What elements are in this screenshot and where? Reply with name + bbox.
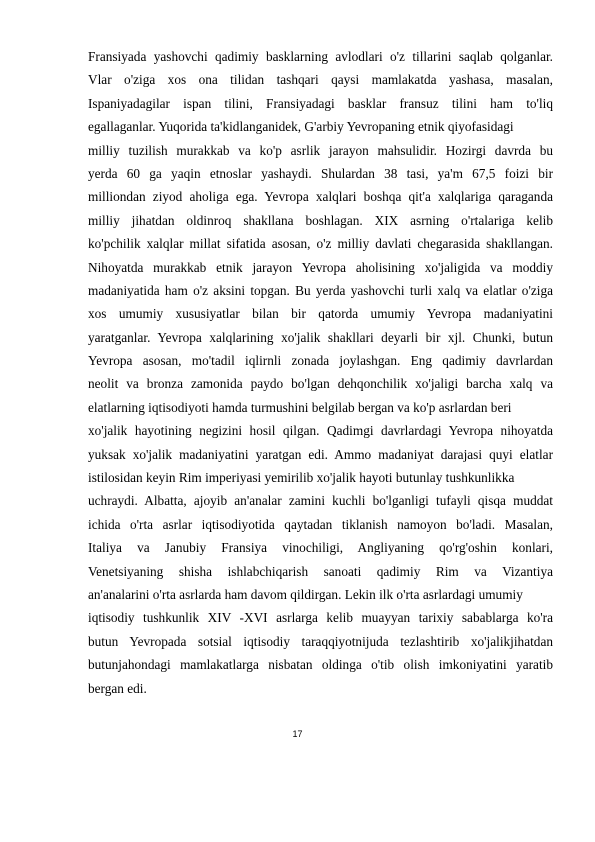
text-line: xo'jalik hayotining negizini hosil qilgan. Qadimgi davrlardagi Yevropa nihoyatda bbox=[88, 423, 553, 439]
text-line: neolit va bronza zamonida paydo bo'lgan dehqonchilik xo'jaligi barcha xalq va bbox=[88, 376, 553, 392]
text-line: elatlarning iqtisodiyoti hamda turmushini belgilab bergan va ko'p asrlardan beri bbox=[88, 399, 512, 415]
body-text bbox=[88, 45, 553, 700]
text-line: butunjahondagi mamlakatlarga nisbatan oldinga o'tib olish imkoniyatini yaratib bbox=[88, 657, 553, 673]
text-line: Ispaniyadagilar ispan tilini, Fransiyadagi basklar fransuz tilini ham to'liq bbox=[88, 95, 553, 111]
text-line: madaniyatida ham o'z aksini topgan. Bu yerda yashovchi turli xalq va elatlar o'ziga bbox=[88, 282, 553, 298]
text-line: egallaganlar. Yuqorida ta'kidlanganidek, G'arbiy Yevropaning etnik qiyofasidagi bbox=[88, 119, 514, 135]
text-line: uchraydi. Albatta, ajoyib an'analar zamini kuchli bo'lganligi tufayli qisqa muddat bbox=[88, 493, 553, 509]
text-line: iqtisodiy tushkunlik XIV -XVI asrlarga kelib muayyan tarixiy sabablarga ko'ra bbox=[88, 610, 553, 626]
text-line: milliondan ziyod aholiga ega. Yevropa xalqlari boshqa qit'a xalqlariga qaraganda bbox=[88, 189, 553, 205]
text-line: Yevropa asosan, mo'tadil iqlirnli zonada joylashgan. Eng qadimiy davrlardan bbox=[88, 353, 553, 369]
text-line: Vlar o'ziga xos ona tilidan tashqari qaysi mamlakatda yashasa, masalan, bbox=[88, 72, 553, 88]
text-line: ko'pchilik xalqlar millat sifatida asosan, o'z milliy davlati chegarasida shakllangan. bbox=[88, 236, 553, 252]
text-line: Nihoyatda murakkab etnik jarayon Yevropa aholisining xo'jaligida va moddiy bbox=[88, 259, 553, 275]
text-line: an'analarini o'rta asrlarda ham davom qildirgan. Lekin ilk o'rta asrlardagi umumiy bbox=[88, 586, 523, 602]
text-line: milliy jihatdan oldinroq shakllana boshlagan. XIX asrning o'rtalariga kelib bbox=[88, 212, 553, 228]
text-line: bergan edi. bbox=[88, 680, 147, 696]
page-number: 17 bbox=[292, 729, 303, 739]
text-line: Venetsiyaning shisha ishlabchiqarish sanoati qadimiy Rim va Vizantiya bbox=[88, 563, 553, 579]
text-line: yuksak xo'jalik madaniyatini yaratgan edi. Ammo madaniyat darajasi quyi elatlar bbox=[88, 446, 553, 462]
text-line: Italiya va Janubiy Fransiya vinochiligi, Angliyaning qo'rg'oshin konlari, bbox=[88, 540, 553, 556]
text-line: butun Yevropada sotsial iqtisodiy taraqqiyotnijuda tezlashtirib xo'jalikjihatdan bbox=[88, 633, 553, 649]
text-line: istilosidan keyin Rim imperiyasi yemirilib xo'jalik hayoti butunlay tushkunlikka bbox=[88, 470, 515, 486]
text-line: milliy tuzilish murakkab va ko'p asrlik jarayon mahsulidir. Hozirgi davrda bu bbox=[88, 142, 553, 158]
text-line: yerda 60 ga yaqin etnoslar yashaydi. Shulardan 38 tasi, ya'm 67,5 foizi bir bbox=[88, 165, 553, 181]
text-line: xos umumiy xususiyatlar bilan bir qatorda umumiy Yevropa madaniyatini bbox=[88, 306, 553, 322]
text-line: Fransiyada yashovchi qadimiy basklarning avlodlari o'z tillarini saqlab qolganlar. bbox=[88, 49, 553, 64]
text-line: ichida o'rta asrlar iqtisodiyotida qaytadan tiklanish namoyon bo'ladi. Masalan, bbox=[88, 516, 553, 532]
text-line: yaratganlar. Yevropa xalqlarining xo'jalik shakllari deyarli bir xjl. Chunki, butun bbox=[88, 329, 553, 345]
